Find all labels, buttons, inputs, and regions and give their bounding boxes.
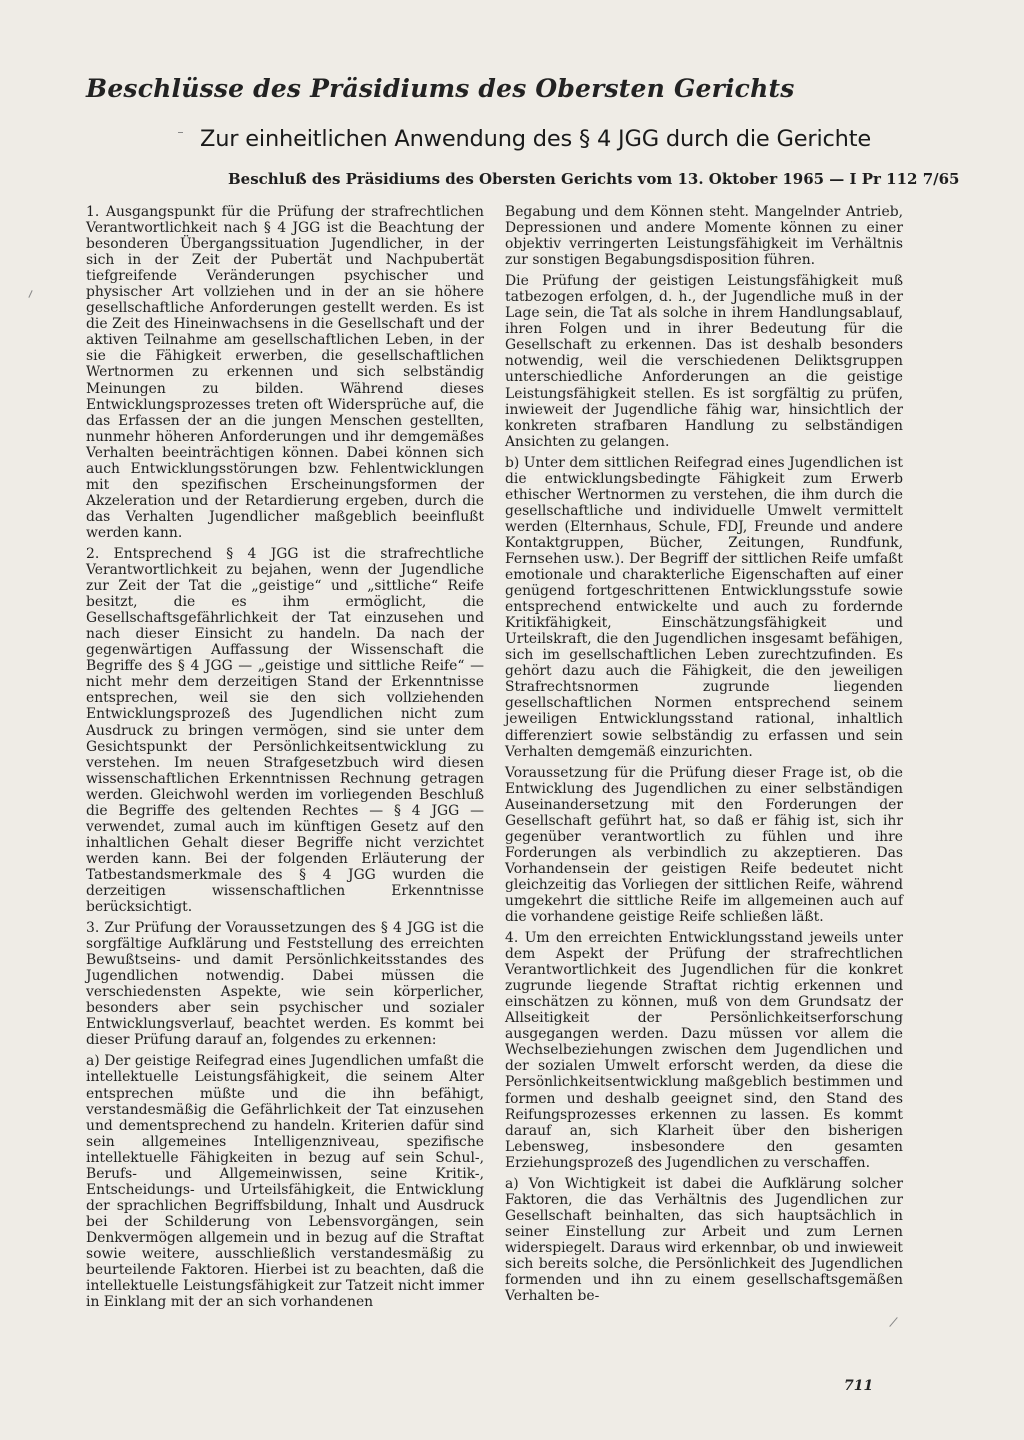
paragraph-4a: a) Von Wichtigkeit ist dabei die Aufklärung solcher Faktoren, die das Verhältnis des Jugendlichen zur Gesellschaft beinhalten, das sich hauptsächlich in seiner Einstellung zur Arbeit und zum Lernen widerspiegelt. Daraus wird erkennbar, ob und inwieweit sich bereits solche, die Persönlichkeit des Jugendlichen formenden und ihn zu einem gesellschaftsgemäßen Verhalten be- [505,1175,903,1305]
paragraph-1: 1. Ausgangspunkt für die Prüfung der strafrechtlichen Verantwortlichkeit nach § 4 JGG ist die Beachtung der besonderen Übergangssituation Jugendlicher, in der sich in der Zeit der Pubertät und Nachpubertät tiefgreifende Veränderungen psychischer und physischer Art vollziehen und in der an sie höhere gesellschaftliche Anforderungen gestellt werden. Es ist die Zeit des Hineinwachsens in die Gesellschaft und der aktiven Teilnahme am gesellschaftlichen Leben, in der sie die Fähigkeit erwerben, die gesellschaftlichen Wertnormen zu erkennen und sich selbständig Meinungen zu bilden. Während dieses Entwicklungsprozesses treten oft Widersprüche auf, die das Erfassen der an die jungen Menschen gestellten, nunmehr höheren Anforderungen und ihr demgemäßes Verhalten beeinträchtigen können. Dabei können sich auch Entwicklungsstörungen bzw. Fehlentwicklungen mit den spezifischen Erscheinungsformen der Akzeleration und der Retardierung ergeben, durch die das Verhalten Jugendlicher maßgeblich beeinflußt werden kann. [86,204,484,541]
paragraph-3: 3. Zur Prüfung der Voraussetzungen des § 4 JGG ist die sorgfältige Aufklärung und Feststellung des erreichten Bewußtseins- und damit Persönlichkeitsstandes des Jugendlichen notwendig. Dabei müssen die verschiedensten Aspekte, wie sein körperlicher, besonders aber sein psychischer und sozialer Entwicklungsverlauf, beachtet werden. Es kommt bei dieser Prüfung darauf an, folgendes zu erkennen: [86,920,484,1049]
paragraph-3b: b) Unter dem sittlichen Reifegrad eines Jugendlichen ist die entwicklungsbedingte Fähigkeit zum Erwerb ethischer Wertnormen zu verstehen, die ihm durch die gesellschaftliche und individuelle Umwelt vermittelt werden (Elternhaus, Schule, FDJ, Freunde und andere Kontaktgruppen, Bücher, Zeitungen, Rundfunk, Fernsehen usw.). Der Begriff der sittlichen Reife umfaßt emotionale und charakterliche Eigenschaften auf einer genügend fortgeschrittenen Entwicklungsstufe sowie entsprechend entwickelte und auch zu fordernde Kritikfähigkeit, Einschätzungsfähigkeit und Urteilskraft, die den Jugendlichen insgesamt befähigen, sich im gesellschaftlichen Leben zurechtzufinden. Es gehört dazu auch die Fähigkeit, die den jeweiligen Strafrechtsnormen zugrunde liegenden gesellschaftlichen Normen entsprechend seinem jeweiligen Entwicklungsstand rational, inhaltlich differenziert sowie selbständig zu erfassen und sein Verhalten demgemäß einzurichten. [505,454,903,760]
page-number: 711 [844,1378,874,1394]
paragraph-voraussetzung: Voraussetzung für die Prüfung dieser Frage ist, ob die Entwicklung des Jugendlichen zu einer selbständigen Auseinandersetzung mit den Forderungen der Gesellschaft geführt hat, so daß er fähig ist, sich ihr gegenüber verantwortlich zu fühlen und ihre Forderungen als verbindlich zu akzeptieren. Das Vorhandensein der geistigen Reife bedeutet nicht gleichzeitig das Vorliegen der sittlichen Reife, während umgekehrt die sittliche Reife im allgemeinen auch auf die vorhandene geistige Reife schließen läßt. [505,764,903,926]
paragraph-2: 2. Entsprechend § 4 JGG ist die strafrechtliche Verantwortlichkeit zu bejahen, wenn der Jugendliche zur Zeit der Tat die „geistige“ und „sittliche“ Reife besitzt, die es ihm ermöglicht, die Gesellschaftsgefährlichkeit der Tat einzusehen und nach dieser Einsicht zu handeln. Da nach der gegenwärtigen Auffassung der Wissenschaft die Begriffe des § 4 JGG — „geistige und sittliche Reife“ — nicht mehr dem derzeitigen Stand der Erkenntnisse entsprechen, weil sie den sich vollziehenden Entwicklungsprozeß des Jugendlichen nicht zum Ausdruck zu bringen vermögen, sind sie unter dem Gesichtspunkt der Persönlichkeitsentwicklung zu verstehen. Im neuen Strafgesetzbuch wird diesen wissenschaftlichen Erkenntnissen Rechnung getragen werden. Gleichwohl werden im vorliegenden Beschluß die Begriffe des geltenden Rechtes — § 4 JGG — verwendet, zumal auch im künftigen Gesetz auf den inhaltlichen Gehalt dieser Begriffe nicht verzichtet werden kann. Bei der folgenden Erläuterung der Tatbestandsmerkmale des § 4 JGG wurden die derzeitigen wissenschaftlichen Erkenntnisse berücksichtigt. [86,545,484,916]
paragraph-3a: a) Der geistige Reifegrad eines Jugendlichen umfaßt die intellektuelle Leistungsfähigkeit, die seinem Alter entsprechen müßte und die ihn befähigt, verstandesmäßig die Gefährlichkeit der Tat einzusehen und dementsprechend zu handeln. Kriterien dafür sind sein allgemeines Intelligenzniveau, spezifische intellektuelle Fähigkeiten in bezug auf sein Schul-, Berufs- und Allgemeinwissen, seine Kritik-, Entscheidungs- und Urteilsfähigkeit, die Entwicklung der sprachlichen Begriffsbildung, Inhalt und Ausdruck bei der Schilderung von Lebensvorgängen, sein Denkvermögen allgemein und in bezug auf die Straftat sowie weitere, ausschließlich verstandesmäßig zu beurteilende Faktoren. Hierbei ist zu beachten, daß die intellektuelle Leistungsfähigkeit zur Tatzeit nicht immer in Einklang mit der an sich vorhandenen [86,1053,484,1311]
scan-mark [178,132,183,133]
section-title: Beschlüsse des Präsidiums des Obersten Gerichts [86,74,795,103]
scan-mark [889,1317,897,1327]
article-title: Zur einheitlichen Anwendung des § 4 JGG durch die Gerichte [200,126,872,152]
decision-subtitle: Beschluß des Präsidiums des Obersten Gerichts vom 13. Oktober 1965 — I Pr 112 7/65 [228,170,960,188]
paragraph-3a-continued: Begabung und dem Können steht. Mangelnder Antrieb, Depressionen und andere Momente können zu einer objektiv verringerten Leistungsfähigkeit im Verhältnis zur sonstigen Begabungsdisposition führen. [505,204,903,269]
paragraph-4: 4. Um den erreichten Entwicklungsstand jeweils unter dem Aspekt der Prüfung der strafrechtlichen Verantwortlichkeit des Jugendlichen für die konkret zugrunde liegende Straftat richtig erkennen und einschätzen zu können, muß von dem Grundsatz der Allseitigkeit der Persönlichkeitserforschung ausgegangen werden. Dazu müssen vor allem die Wechselbeziehungen zwischen dem Jugendlichen und der sozialen Umwelt erforscht werden, da diese die Persönlichkeitsentwicklung maßgeblich bestimmen und formen und deshalb geeignet sind, den Stand des Reifungsprozesses erkennen zu lassen. Es kommt darauf an, sich Klarheit über den bisherigen Lebensweg, insbesondere den gesamten Erziehungsprozeß des Jugendlichen zu verschaffen. [505,930,903,1171]
paragraph-tatbezogen: Die Prüfung der geistigen Leistungsfähigkeit muß tatbezogen erfolgen, d. h., der Jugendliche muß in der Lage sein, die Tat als solche in ihrem Handlungsablauf, ihren Folgen und in ihrer Bedeutung für die Gesellschaft zu erkennen. Das ist deshalb besonders notwendig, weil die verschiedenen Deliktsgruppen unterschiedliche Anforderungen an die geistige Leistungsfähigkeit stellen. Es ist sorgfältig zu prüfen, inwieweit der Jugendliche fähig war, hinsichtlich der konkreten strafbaren Handlung zu selbständigen Ansichten zu gelangen. [505,273,903,450]
right-column [505,204,903,1309]
left-column [86,204,484,1315]
scan-mark [28,290,32,298]
